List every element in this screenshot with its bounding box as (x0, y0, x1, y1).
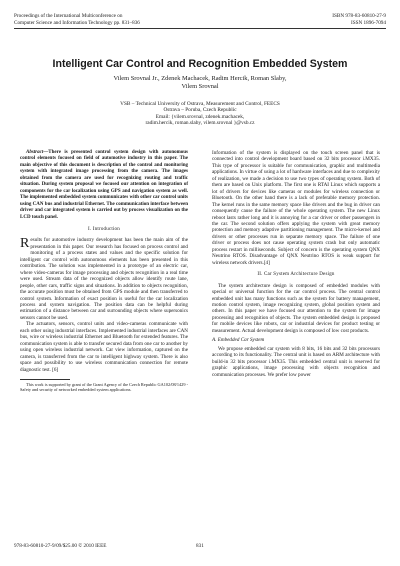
intro-paragraph-1-text: esults for automotive industry development has been the main aim of the presentation in this paper. Our research has focused on process control and monitoring of a process states and values and the specific solution for intelligent car control with autonomous elements has been presented in this contribution. The solution was implemented in a prototype of an electric car, where video-cameras for image processing and objects recognition in a real time were used. Stream data of the recognized objects allow identify route lane, people, other cars, traffic signs and situations. In addition to objects recognition, the accurate position must be obtained from GPS module and then transferred to control system. Information of exact position is useful for the car localization process and system navigation. The position data can be helpful during estimation of a distance between car and surrounding objects where supersonics sensors cannot be used. (20, 237, 188, 321)
paper-title: Intelligent Car Control and Recognition Embedded System (52, 58, 348, 70)
affiliation-line-3: Email: {vilem.srovnal, zdenek.machacek, (155, 113, 245, 120)
drop-cap: R (20, 236, 30, 252)
subsection-heading-embedded: A. Embedded Car System (212, 337, 265, 344)
page-footer (14, 543, 386, 549)
right-paragraph-1: Information of the system is displayed on the touch screen panel that is connected into control development board based on 32 bits processor i.MX35. This type of processor is suitable for communication, graphic and multimedia applications. In virtue of using a lot of hardware interfaces and due to complexity of realization, we made a decision to use two types of operating system. Both of them are based on Unix platform. The first one is RTAI Linux which supports a lot of drivers for devices like cameras or modules for wireless connection or Bluetooth. On the other hand there is a lack of preferable memory protection. The kernel runs in the same memory space like drivers and the bug in driver can consequently cause the failure of the whole operating system. The new Linux reboot lasts rather long and it is annoying for a car driver or other passengers in the car. The second solution offers applying the system with great memory protection and memory adaptive partitioning management. The micro-kernel and drivers or other processes run in separate memory space. The failure of one driver or process does not cause operating system crash but only automatic process restart in milliseconds. Subject of concern is the operating system QNX Neutrino RTOS. Disadvantage of QNX Neutrino RTOS is weak support for wireless network drivers.[4] (212, 150, 380, 266)
authors-line-1: Vilem Srovnal Jr., Zdenek Machacek, Radim Hercik, Roman Slaby, (113, 75, 287, 82)
affiliation-line-4: radim.hercik, roman.slaby, vilem.srovnal }@vsb.cz (145, 120, 255, 127)
author-list (0, 75, 400, 91)
proceedings-line-1: Proceedings of the International Multiconference on (14, 13, 123, 19)
page-number: 831 (196, 543, 204, 549)
header-rule (14, 28, 386, 29)
section-heading-introduction: I. Introduction (88, 226, 120, 232)
abstract (20, 150, 188, 221)
proceedings-line-2: Computer Science and Information Technology pp. 831–836 (14, 19, 140, 26)
footer-isbn: 978-83-60810-27-9/09/$25.00 © 2010 IEEE (14, 543, 107, 549)
intro-paragraph-2: The actuators, sensors, control units and video-cameras communicate with each other using industrial interfaces. Implemented industrial interfaces are CAN bus, wire or wireless industrial Ethernet and Bluetooth for extended features. The communication system is able to transfer secured data from one car to another by using open wireless industrial network. Car view information, captured on the camera, is transferred from the car to intelligent highway system. There is also space and possibility to use wireless communication connection for remote diagnostic test. [6] (20, 321, 188, 373)
abstract-label: Abstract (26, 150, 44, 155)
abstract-text: —There is presented control system design with autonomous control elements focused on field of automotive industry in this paper. The main objective of this document is description of the control and monitoring system with integrated image processing from the camera. The images obtained from the camera are used for recognizing routing and traffic situation. During system proposal we focused our attention on integration of components for the car localization using GPS and navigation system as well. The implemented embedded system communicates with other car control units using CAN bus and industrial Ethernet. The communication interface between driver and car integrated system is carried out by process visualization on the LCD touch panel. (20, 150, 188, 220)
footnote: This work is supported by grant of the Grant Agency of the Czech Republic GA102/08/1429 - Safety and security of networked embedded system applications. (20, 381, 188, 393)
footnote-rule (20, 379, 70, 380)
embedded-paragraph: We propose embedded car system with 8 bits, 16 bits and 32 bits processors according to its functionality. The central unit is based on ARM architecture with build-in 32 bits processor i.MX35. This embedded central unit is reserved for graphic applications, image processing with objects recognition and communication processes. We prefer low power (212, 345, 380, 378)
architecture-paragraph: The system architecture design is composed of embedded modules with special or universal function for the car control process. The central control embedded unit has many functions such as the system for battery management, motion control system, image recognizing system, global position system and others. In this paper we have focused our attention to the system for image processing and recognition of objects. The system embedded design is proposed for mobile devices like robots, car or industrial devices for product testing or measurement. Actual development design is composed of low cost products. (212, 282, 380, 334)
section-heading-architecture: II. Car System Architecture Design (257, 272, 335, 278)
issn: ISSN 1896-7094 (350, 19, 386, 26)
affiliation (0, 101, 400, 127)
right-column (212, 150, 380, 378)
affiliation-line-1: VSB – Technical University of Ostrava, Measurement and Control, FEECS (120, 101, 280, 107)
isbn: ISBN 978-83-60810-27-9 (332, 13, 386, 19)
intro-paragraph-1 (20, 237, 188, 321)
affiliation-line-2: Ostrava – Poruba, Czech Republic (163, 107, 237, 114)
authors-line-2: Vilem Srovnal (181, 83, 219, 90)
left-column (20, 150, 188, 392)
